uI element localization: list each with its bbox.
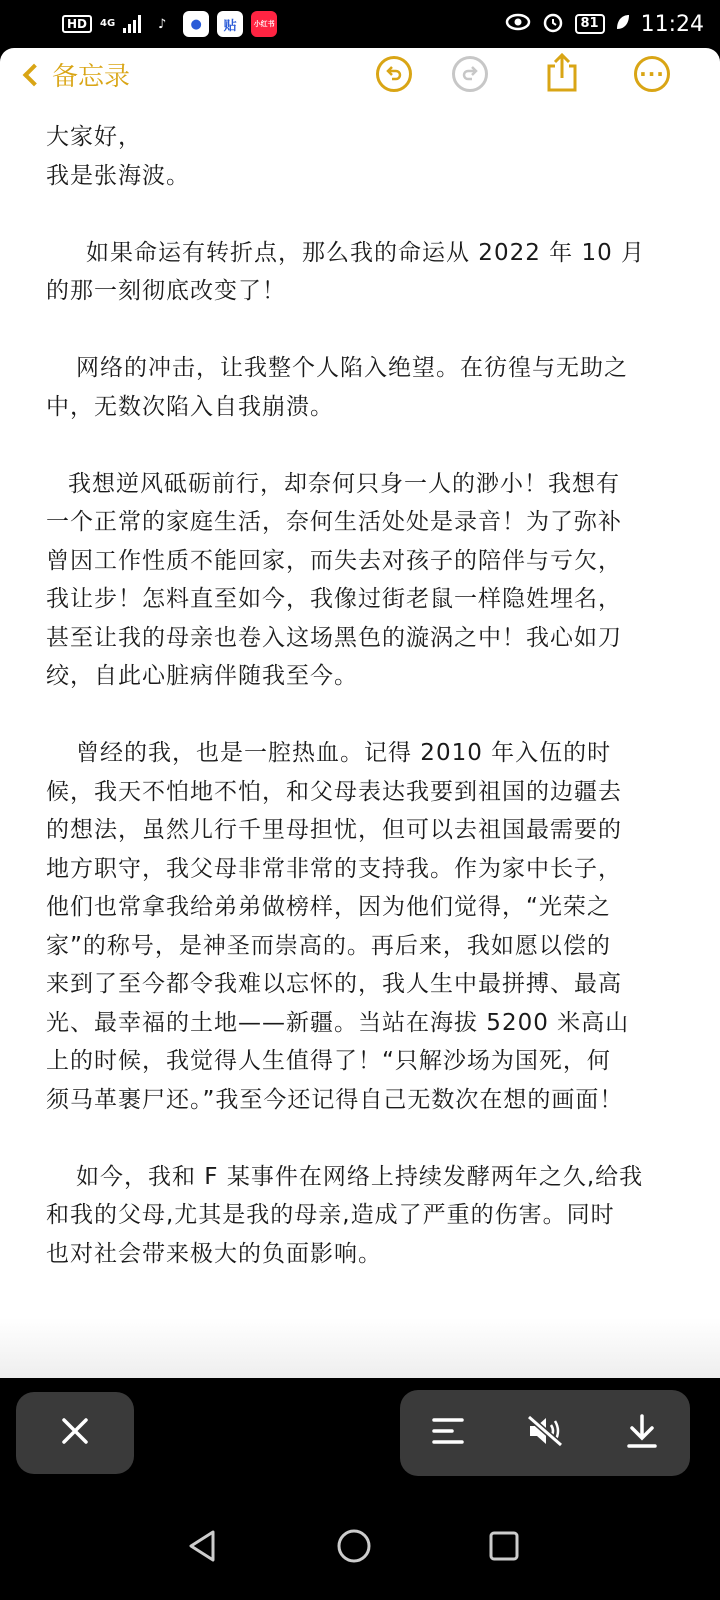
status-right [505, 10, 705, 39]
note-line: 如今，我和 F 某事件在网络上持续发酵两年之久,给我 [76, 1163, 644, 1190]
redo-icon [452, 56, 488, 92]
recents-square-icon [488, 1530, 520, 1566]
more-icon: ··· [634, 56, 670, 92]
note-line: 的那一刻彻底改变了！ [46, 278, 286, 304]
note-line: 的想法，虽然儿行千里母担忧，但可以去祖国最需要的 [46, 817, 622, 843]
note-line: 也对社会带来极大的负面影响。 [46, 1240, 382, 1267]
bottom-toolbar-partial [0, 1318, 720, 1378]
note-line: 上的时候，我觉得人生值得了！“只解沙场为国死，何 [46, 1048, 611, 1074]
undo-button[interactable] [374, 54, 414, 94]
alarm-icon [541, 10, 565, 39]
note-body[interactable] [46, 118, 666, 1273]
overlay-action-group [400, 1390, 690, 1476]
screenshot-overlay-bar [0, 1378, 720, 1498]
nav-home-button[interactable] [334, 1528, 374, 1568]
more-button[interactable] [632, 54, 672, 94]
note-card [0, 48, 720, 1378]
close-icon [60, 1416, 90, 1450]
eye-icon [505, 12, 531, 36]
note-line: 地方职守，我父母非常非常的支持我。作为家中长子， [46, 855, 622, 882]
network-type: 4G [100, 18, 116, 29]
share-icon [545, 52, 579, 96]
note-line: 他们也常拿我给弟弟做榜样，因为他们觉得，“光荣之 [46, 894, 611, 920]
mute-icon [527, 1415, 563, 1451]
back-label: 备忘录 [52, 62, 131, 92]
leaf-icon [615, 12, 631, 36]
note-line: 如果命运有转折点，那么我的命运从 2022 年 10 月 [86, 239, 646, 266]
system-navigation-bar [0, 1498, 720, 1600]
note-line: 来到了至今都令我难以忘怀的，我人生中最拼搏、最高 [46, 971, 622, 997]
note-line: 中，无数次陷入自我崩溃。 [46, 393, 334, 420]
note-line: 网络的冲击，让我整个人陷入绝望。在彷徨与无助之 [76, 355, 628, 381]
nav-back-button[interactable] [182, 1528, 222, 1568]
chevron-left-icon [23, 63, 46, 86]
nav-recents-button[interactable] [484, 1528, 524, 1568]
xiaohongshu-icon: 小红书 [251, 11, 277, 37]
download-icon [626, 1414, 658, 1452]
share-button[interactable] [542, 54, 582, 94]
note-line: 和我的父母,尤其是我的母亲,造成了严重的伤害。同时 [46, 1202, 615, 1228]
note-line: 家”的称号，是神圣而崇高的。再后来，我如愿以偿的 [46, 932, 611, 959]
redo-button[interactable] [450, 54, 490, 94]
note-line: 甚至让我的母亲也卷入这场黑色的漩涡之中！我心如刀 [46, 624, 622, 651]
note-line: 一个正常的家庭生活，奈何生活处处是录音！为了弥补 [46, 509, 622, 535]
note-line: 候，我天不怕地不怕，和父母表达我要到祖国的边疆去 [46, 778, 622, 805]
tiktok-icon: ♪ [149, 11, 175, 37]
clock: 11:24 [640, 11, 704, 37]
mute-button[interactable] [523, 1411, 567, 1455]
undo-icon [376, 56, 412, 92]
battery-indicator: 81 [575, 14, 605, 34]
baidu-icon: ● [183, 11, 209, 37]
note-line: 曾因工作性质不能回家，而失去对孩子的陪伴与亏欠， [46, 547, 622, 574]
tiebao-icon: 贴 [217, 11, 243, 37]
note-line: 我让步！怎料直至如今，我像过街老鼠一样隐姓埋名， [46, 586, 622, 612]
back-button[interactable] [18, 56, 130, 93]
note-line: 绞，自此心脏病伴随我至今。 [46, 663, 358, 689]
close-button[interactable] [16, 1392, 134, 1474]
menu-button[interactable] [426, 1411, 470, 1455]
back-triangle-icon [187, 1529, 217, 1567]
status-left [62, 11, 505, 37]
hd-badge: HD [62, 15, 92, 33]
signal-icon [123, 15, 141, 33]
menu-icon [432, 1417, 464, 1449]
note-line: 我是张海波。 [46, 162, 190, 189]
download-button[interactable] [620, 1411, 664, 1455]
note-line: 大家好， [46, 124, 142, 150]
home-circle-icon [336, 1528, 372, 1568]
note-line: 我想逆风砥砺前行，却奈何只身一人的渺小！我想有 [68, 470, 620, 497]
note-line: 曾经的我，也是一腔热血。记得 2010 年入伍的时 [76, 740, 612, 766]
note-toolbar [0, 48, 720, 104]
note-line: 须马革裹尸还。”我至今还记得自己无数次在想的画面！ [46, 1086, 624, 1113]
note-line: 光、最幸福的土地——新疆。当站在海拔 5200 米高山 [46, 1009, 630, 1036]
status-bar [0, 0, 720, 48]
